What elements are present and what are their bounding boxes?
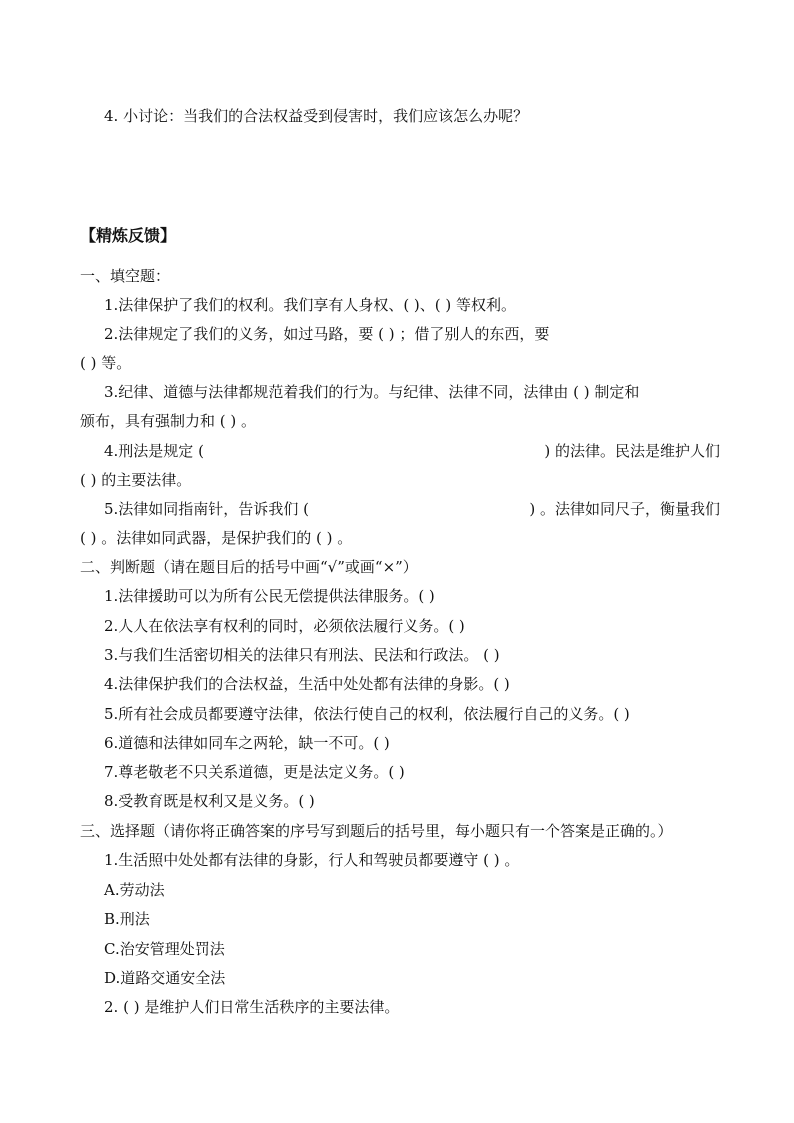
judge-item-6: 6.道德和法律如同车之两轮，缺一不可。( ) <box>104 734 390 752</box>
judge-item-8: 8.受教育既是权利又是义务。( ) <box>104 792 315 810</box>
choice-option-c: C.治安管理处罚法 <box>104 940 225 958</box>
fill-q4-line1 <box>104 441 720 461</box>
fill-q5-line1 <box>104 499 720 519</box>
judge-item-1: 1.法律援助可以为所有公民无偿提供法律服务。( ) <box>104 587 435 605</box>
fill-q4-part1: 4.刑法是规定 ( <box>104 442 204 460</box>
judge-item-7: 7.尊老敬老不只关系道德，更是法定义务。( ) <box>104 763 405 781</box>
judge-item-4: 4.法律保护我们的合法权益，生活中处处都有法律的身影。( ) <box>104 675 510 693</box>
discussion-question: 4. 小讨论：当我们的合法权益受到侵害时，我们应该怎么办呢？ <box>104 107 529 125</box>
choice-q1: 1.生活照中处处都有法律的身影，行人和驾驶员都要遵守 ( ) 。 <box>104 851 520 869</box>
fill-q5-part2: ) 。法律如同尺子，衡量我们 <box>529 500 720 518</box>
choice-option-a: A.劳动法 <box>104 881 165 899</box>
part1-title: 一、填空题： <box>80 267 171 285</box>
fill-q3-line1: 3.纪律、道德与法律都规范着我们的行为。与纪律、法律不同，法律由 ( ) 制定和 <box>104 383 640 401</box>
fill-q4-line2: ( ) 的主要法律。 <box>80 471 192 489</box>
choice-option-b: B.刑法 <box>104 910 150 928</box>
judge-item-5: 5.所有社会成员都要遵守法律，依法行使自己的权利，依法履行自己的义务。( ) <box>104 705 630 723</box>
fill-q4-part2: ) 的法律。民法是维护人们 <box>544 442 720 460</box>
choice-q2: 2. ( ) 是维护人们日常生活秩序的主要法律。 <box>104 998 400 1016</box>
fill-q2-line2: ( ) 等。 <box>80 354 132 372</box>
fill-q2-line1: 2.法律规定了我们的义务，如过马路，要 ( ) ；借了别人的东西，要 <box>104 325 550 343</box>
judge-item-2: 2.人人在依法享有权利的同时，必须依法履行义务。( ) <box>104 617 465 635</box>
fill-q5-line2: ( ) 。法律如同武器，是保护我们的 ( ) 。 <box>80 529 353 547</box>
choice-option-d: D.道路交通安全法 <box>104 969 226 987</box>
part2-title: 二、判断题（请在题目后的括号中画“√”或画“×”） <box>80 558 418 576</box>
fill-q3-line2: 颁布，具有强制力和 ( ) 。 <box>80 412 257 430</box>
judge-item-3: 3.与我们生活密切相关的法律只有刑法、民法和行政法。 ( ) <box>104 646 500 664</box>
fill-q1: 1.法律保护了我们的权利。我们享有人身权、( )、( ) 等权利。 <box>104 296 517 314</box>
section-title: 【精炼反馈】 <box>80 226 177 245</box>
part3-title: 三、选择题（请你将正确答案的序号写到题后的括号里，每小题只有一个答案是正确的。） <box>80 822 673 840</box>
fill-q5-part1: 5.法律如同指南针，告诉我们 ( <box>104 500 309 518</box>
